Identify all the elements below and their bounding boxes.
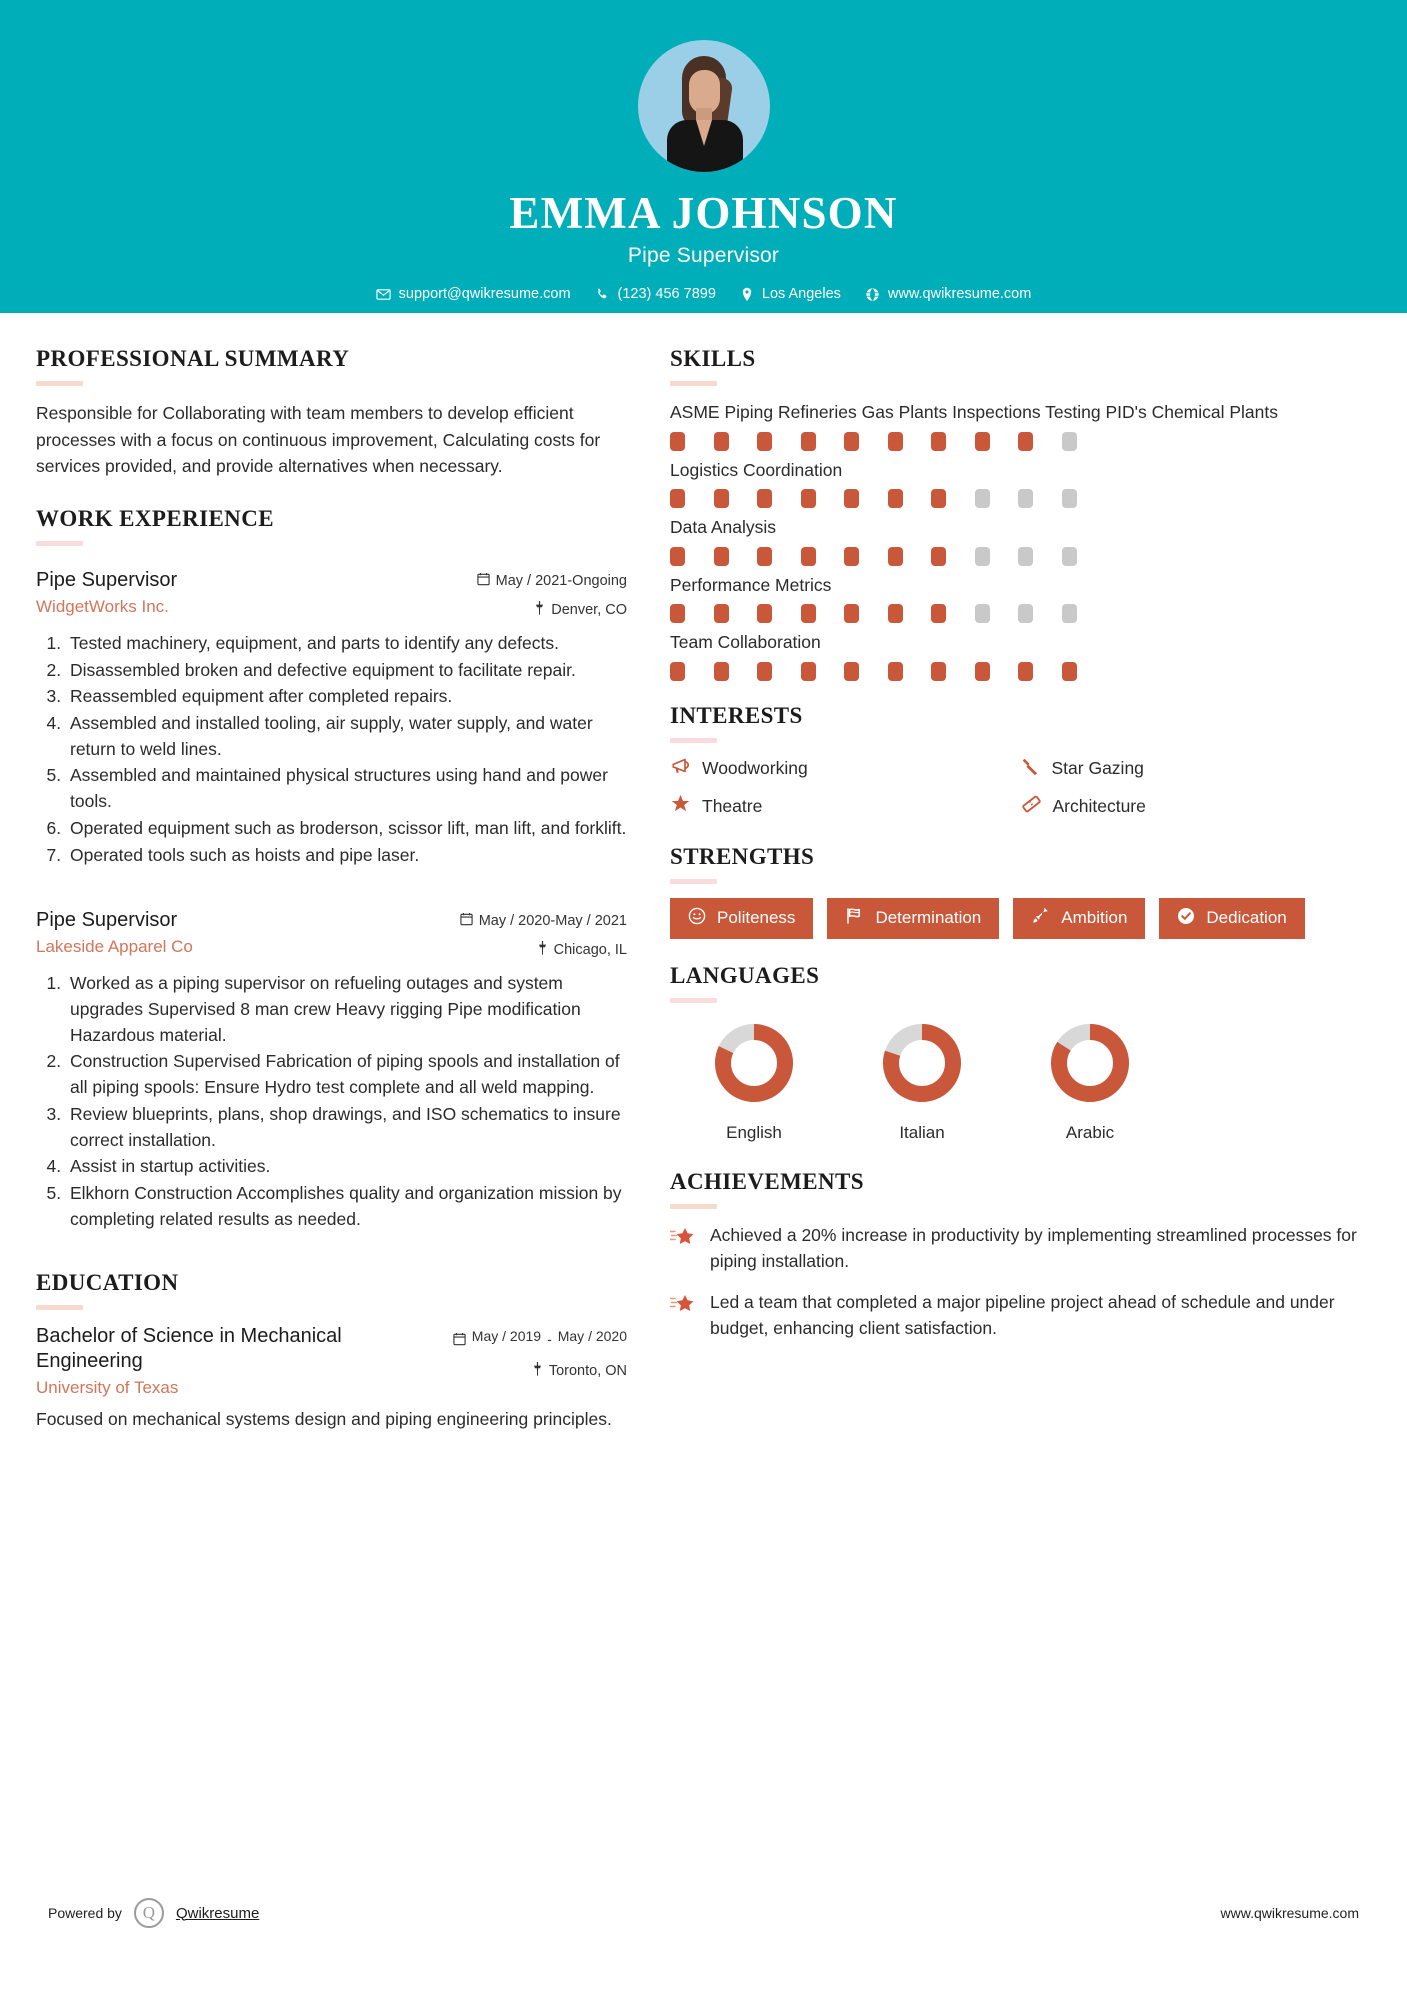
pin-icon	[537, 941, 548, 959]
rating-dot	[975, 604, 990, 623]
contact-bar	[0, 286, 1407, 302]
list-item: 4. Assist in startup activities.	[66, 1154, 627, 1180]
section-professional-summary	[36, 346, 627, 480]
skill-item	[670, 400, 1371, 451]
rating-dot	[801, 604, 816, 623]
qwikresume-logo-icon: Q	[134, 1898, 164, 1928]
contact-phone[interactable]	[588, 286, 723, 302]
rating-dot	[714, 662, 729, 681]
flag-icon	[845, 907, 864, 930]
list-item: 3. Reassembled equipment after completed repairs.	[66, 684, 627, 710]
degree-title: Bachelor of Science in Mechanical Engineering	[36, 1325, 342, 1373]
candidate-name: EMMA JOHNSON	[509, 188, 898, 238]
interest-label: Architecture	[1052, 795, 1146, 816]
heading-rule	[36, 381, 83, 386]
strengths-heading: STRENGTHS	[670, 843, 815, 869]
job-dates-text: May / 2021-Ongoing	[495, 572, 627, 589]
section-interests	[670, 703, 1371, 832]
achievement-text: Led a team that completed a major pipeline project ahead of schedule and under budget, enhancing client satisfaction.	[710, 1292, 1335, 1338]
shooting-star-icon	[670, 1290, 696, 1341]
skill-rating	[670, 662, 1371, 681]
section-strengths	[670, 844, 1371, 940]
skills-list	[670, 400, 1371, 681]
section-education	[36, 1270, 627, 1432]
rating-dot	[801, 489, 816, 508]
interest-architecture	[1021, 794, 1372, 819]
brand-name-link[interactable]: Qwikresume	[175, 1904, 260, 1922]
section-achievements	[670, 1169, 1371, 1341]
skill-rating	[670, 604, 1371, 623]
language-item	[838, 1019, 1006, 1143]
list-item: 2. Disassembled broken and defective equipment to facilitate repair.	[66, 658, 627, 684]
calendar-icon	[453, 1332, 466, 1350]
skill-label: Performance Metrics	[670, 574, 832, 595]
job-title: Pipe Supervisor	[36, 909, 178, 932]
education-date-end: May / 2020	[557, 1328, 627, 1345]
rating-dot	[714, 489, 729, 508]
resume-body	[0, 313, 1407, 1433]
rating-dot	[931, 432, 946, 451]
job-dates	[460, 912, 627, 930]
interest-label: Star Gazing	[1051, 758, 1144, 778]
rating-dot	[844, 489, 859, 508]
contact-email[interactable]	[369, 286, 578, 302]
rating-dot	[757, 662, 772, 681]
rating-dot	[1018, 662, 1033, 681]
rating-dot	[714, 547, 729, 566]
work-entry	[36, 568, 627, 868]
skill-rating	[670, 489, 1371, 508]
avatar-photo	[674, 56, 734, 172]
language-label: Italian	[899, 1123, 945, 1143]
rating-dot	[757, 547, 772, 566]
language-label: Arabic	[1065, 1123, 1115, 1143]
skill-item	[670, 573, 1371, 624]
skill-item	[670, 458, 1371, 509]
section-skills	[670, 346, 1371, 681]
job-title: Pipe Supervisor	[36, 568, 178, 591]
rating-dot	[931, 489, 946, 508]
rating-dot	[757, 432, 772, 451]
skill-item	[670, 630, 1371, 681]
rating-dot	[670, 432, 685, 451]
education-location	[453, 1362, 627, 1380]
rating-dot	[844, 604, 859, 623]
globe-icon	[865, 287, 880, 302]
list-item: 1. Tested machinery, equipment, and parts to identify any defects.	[66, 631, 627, 657]
interest-label: Woodworking	[702, 758, 808, 778]
rating-dot	[1062, 489, 1077, 508]
list-item: 3. Review blueprints, plans, shop drawings, and ISO schematics to insure correct installation.	[66, 1102, 627, 1153]
rating-dot	[888, 604, 903, 623]
left-column	[36, 346, 653, 1433]
interest-theatre	[670, 794, 1021, 819]
job-dates-text: May / 2020-May / 2021	[478, 913, 627, 930]
rating-dot	[888, 547, 903, 566]
page-footer	[0, 1898, 1407, 1990]
interests-list	[670, 757, 1371, 832]
summary-heading: PROFESSIONAL SUMMARY	[36, 346, 350, 371]
list-item: 5. Assembled and maintained physical structures using hand and power tools.	[66, 763, 627, 814]
contact-phone-text: (123) 456 7899	[617, 286, 716, 303]
education-heading: EDUCATION	[36, 1270, 179, 1296]
job-location	[477, 601, 627, 619]
rating-dot	[844, 547, 859, 566]
skill-item	[670, 515, 1371, 566]
rating-dot	[888, 489, 903, 508]
achievement-item	[670, 1223, 1371, 1274]
skill-rating	[670, 432, 1371, 451]
list-item: 4. Assembled and installed tooling, air supply, water supply, and water return to weld lines.	[66, 711, 627, 762]
education-date-start: May / 2019	[471, 1328, 542, 1345]
languages-heading: LANGUAGES	[670, 963, 820, 989]
job-bullets	[36, 971, 627, 1232]
interest-star-gazing	[1021, 757, 1372, 781]
powered-by-label: Powered by	[48, 1905, 122, 1921]
skill-label: Team Collaboration	[670, 632, 821, 652]
list-item: 7. Operated tools such as hoists and pipe laser.	[66, 843, 627, 869]
rating-dot	[670, 547, 685, 566]
rating-dot	[844, 432, 859, 451]
rating-dot	[1018, 432, 1033, 451]
heading-rule	[36, 541, 83, 546]
heading-rule	[670, 1204, 717, 1209]
rating-dot	[801, 547, 816, 566]
resume-header	[0, 0, 1407, 313]
interests-heading: INTERESTS	[670, 702, 803, 728]
job-bullets	[36, 631, 627, 868]
work-heading: WORK EXPERIENCE	[36, 505, 274, 531]
check-circle-icon	[1177, 907, 1195, 930]
rating-dot	[670, 662, 685, 681]
contact-website-text: www.qwikresume.com	[887, 286, 1032, 303]
rating-dot	[1018, 604, 1033, 623]
education-location-text: Toronto, ON	[548, 1363, 627, 1380]
interest-woodworking	[670, 757, 1021, 781]
ticket-icon	[1021, 794, 1042, 819]
rating-dot	[844, 662, 859, 681]
rating-dot	[757, 604, 772, 623]
job-location-text: Denver, CO	[551, 601, 627, 618]
rating-dot	[1062, 432, 1077, 451]
heading-rule	[670, 381, 717, 386]
date-separator: -	[547, 1330, 552, 1347]
calendar-icon	[477, 572, 490, 590]
language-label: English	[726, 1123, 782, 1143]
language-donut-chart	[878, 1019, 966, 1107]
heading-rule	[670, 738, 717, 743]
rating-dot	[975, 489, 990, 508]
job-location-text: Chicago, IL	[553, 942, 627, 959]
rating-dot	[670, 604, 685, 623]
rating-dot	[931, 547, 946, 566]
languages-list	[670, 1019, 1371, 1143]
rating-dot	[801, 432, 816, 451]
interest-label: Theatre	[702, 795, 763, 816]
smiley-icon	[688, 907, 706, 930]
footer-website: www.qwikresume.com	[1220, 1905, 1359, 1921]
language-item	[1006, 1019, 1174, 1143]
rocket-icon	[1031, 907, 1050, 930]
school-name: University of Texas	[36, 1378, 179, 1398]
pin-icon	[532, 1362, 543, 1380]
list-item: 6. Operated equipment such as broderson, scissor lift, man lift, and forklift.	[66, 816, 627, 842]
list-item: 1. Worked as a piping supervisor on refueling outages and system upgrades Supervised 8 man crew Heavy rigging Pipe modification Hazardous material.	[66, 971, 627, 1048]
rating-dot	[975, 547, 990, 566]
rating-dot	[1018, 489, 1033, 508]
section-languages	[670, 963, 1371, 1143]
education-dates	[453, 1328, 627, 1350]
job-location	[460, 941, 627, 959]
rating-dot	[888, 432, 903, 451]
hammer-icon	[1021, 757, 1041, 781]
language-item	[670, 1019, 838, 1143]
language-donut-chart	[710, 1019, 798, 1107]
strength-label: Dedication	[1206, 907, 1287, 927]
achievement-text: Achieved a 20% increase in productivity by implementing streamlined processes for piping installation.	[710, 1225, 1357, 1271]
rating-dot	[1018, 547, 1033, 566]
job-dates	[477, 572, 627, 590]
strength-label: Ambition	[1061, 907, 1128, 927]
skills-heading: SKILLS	[670, 346, 756, 371]
strength-determination	[827, 898, 999, 940]
rating-dot	[714, 432, 729, 451]
skill-rating	[670, 547, 1371, 566]
rating-dot	[931, 662, 946, 681]
rating-dot	[670, 489, 685, 508]
strength-ambition	[1013, 898, 1145, 940]
contact-location[interactable]	[733, 286, 848, 302]
strength-label: Politeness	[717, 907, 796, 927]
job-company: Lakeside Apparel Co	[36, 937, 193, 957]
right-column	[653, 346, 1371, 1433]
rating-dot	[714, 604, 729, 623]
section-work-experience	[36, 506, 627, 1233]
rating-dot	[975, 662, 990, 681]
achievements-heading: ACHIEVEMENTS	[670, 1169, 864, 1195]
list-item: 2. Construction Supervised Fabrication of piping spools and installation of all piping spools: Ensure Hydro test complete and all weld mapping.	[66, 1049, 627, 1100]
megaphone-icon	[670, 757, 691, 781]
envelope-icon	[376, 287, 391, 302]
work-entry	[36, 908, 627, 1232]
skill-label: Data Analysis	[670, 517, 777, 537]
rating-dot	[931, 604, 946, 623]
calendar-icon	[460, 912, 473, 930]
heading-rule	[670, 998, 717, 1003]
contact-website[interactable]	[858, 286, 1038, 302]
education-entry	[36, 1324, 627, 1432]
avatar	[638, 40, 770, 172]
strength-politeness	[670, 898, 813, 940]
skill-label: Logistics Coordination	[670, 459, 843, 480]
location-pin-icon	[740, 287, 754, 302]
heading-rule	[36, 1305, 83, 1310]
rating-dot	[1062, 547, 1077, 566]
rating-dot	[1062, 604, 1077, 623]
contact-location-text: Los Angeles	[761, 286, 841, 303]
rating-dot	[975, 432, 990, 451]
achievement-item	[670, 1290, 1371, 1341]
list-item: 5. Elkhorn Construction Accomplishes quality and organization mission by completing related results as needed.	[66, 1181, 627, 1232]
star-icon	[670, 794, 691, 819]
rating-dot	[1062, 662, 1077, 681]
education-description: Focused on mechanical systems design and piping engineering principles.	[36, 1409, 612, 1430]
strength-dedication	[1159, 898, 1304, 940]
contact-email-text: support@qwikresume.com	[398, 286, 571, 303]
candidate-role: Pipe Supervisor	[627, 244, 780, 268]
summary-text: Responsible for Collaborating with team members to develop efficient processes with a focus on continuous improvement, Calculating costs for services provided, and provide alternatives when necessary.	[36, 403, 601, 477]
rating-dot	[801, 662, 816, 681]
shooting-star-icon	[670, 1223, 696, 1274]
phone-icon	[595, 287, 610, 302]
rating-dot	[888, 662, 903, 681]
language-donut-chart	[1046, 1019, 1134, 1107]
brand-block	[48, 1898, 259, 1928]
job-company: WidgetWorks Inc.	[36, 596, 169, 616]
rating-dot	[757, 489, 772, 508]
strength-label: Determination	[875, 907, 982, 927]
strengths-list	[670, 898, 1371, 940]
pin-icon	[534, 601, 545, 619]
skill-label: ASME Piping Refineries Gas Plants Inspections Testing PID's Chemical Plants	[670, 402, 1279, 422]
heading-rule	[670, 879, 717, 884]
